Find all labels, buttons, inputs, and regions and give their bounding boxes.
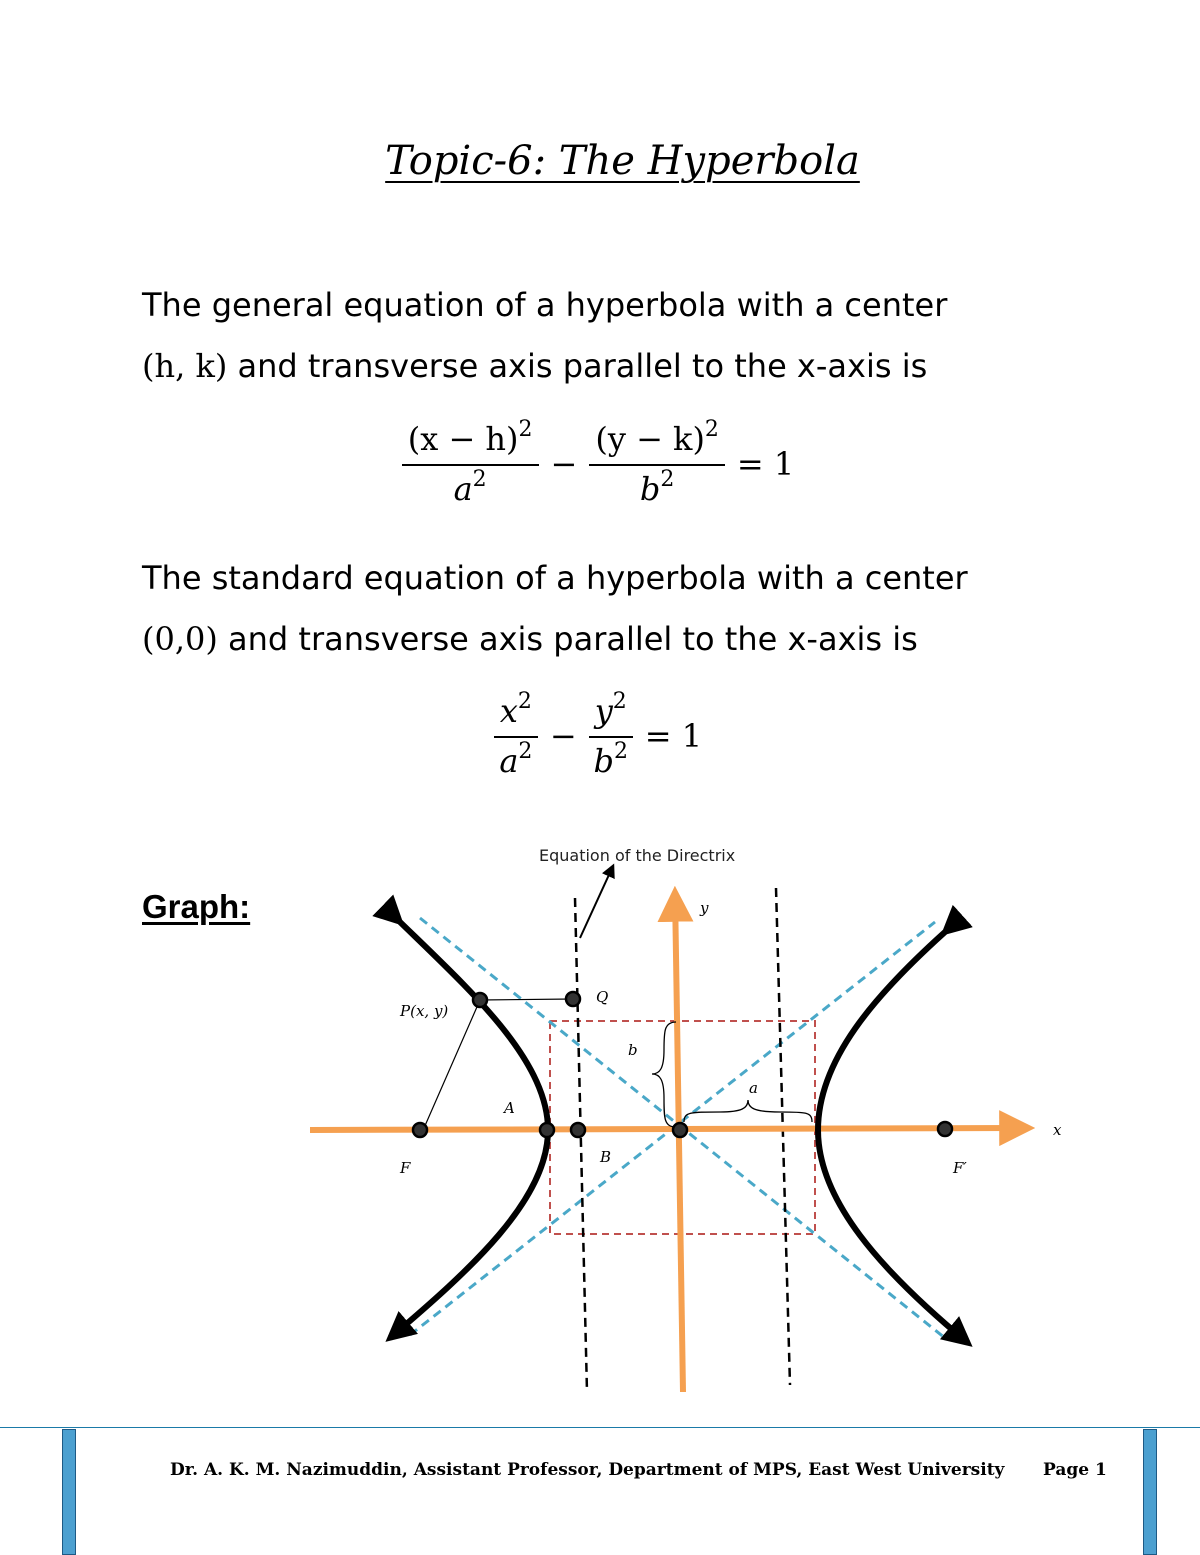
- page-title: Topic-6: The Hyperbola: [385, 138, 860, 184]
- label-F: F: [400, 1159, 411, 1177]
- footer-bar-left: [62, 1429, 76, 1555]
- standard-center: (0,0): [142, 620, 218, 658]
- general-line1: The general equation of a hyperbola with a center: [142, 286, 948, 324]
- std-eq-rhs: = 1: [644, 717, 703, 755]
- brace-b: [652, 1022, 676, 1127]
- y-axis: [675, 893, 683, 1392]
- segment-PQ: [480, 999, 573, 1000]
- point-Q: [566, 992, 580, 1006]
- label-Q: Q: [596, 988, 609, 1006]
- label-P: P(x, y): [400, 1002, 449, 1020]
- eq-minus: −: [550, 445, 578, 483]
- eq-num-y: (y − k): [595, 420, 705, 458]
- label-Fprime: F′: [953, 1159, 967, 1177]
- footer-rule: [0, 1427, 1200, 1428]
- eq-num-x: (x − h): [407, 420, 519, 458]
- standard-line2: and transverse axis parallel to the x-axis is: [228, 620, 918, 658]
- label-directrix: Equation of the Directrix: [539, 846, 736, 865]
- directrix-right: [776, 888, 790, 1385]
- point-F: [413, 1123, 427, 1137]
- graph-heading: Graph:: [142, 888, 251, 925]
- standard-line1: The standard equation of a hyperbola with a center: [142, 559, 968, 597]
- label-a: a: [749, 1079, 758, 1097]
- label-x-axis: x: [1053, 1121, 1062, 1139]
- point-P: [473, 993, 487, 1007]
- point-A: [540, 1123, 554, 1137]
- eq-rhs: = 1: [736, 445, 795, 483]
- footer-page-number: Page 1: [1043, 1460, 1107, 1480]
- label-b: b: [628, 1041, 638, 1059]
- std-den-b: b: [593, 742, 614, 780]
- label-B: B: [600, 1148, 612, 1166]
- brace-a: [684, 1100, 812, 1122]
- footer-bar-right: [1143, 1429, 1157, 1555]
- point-B: [571, 1123, 585, 1137]
- label-y-axis: y: [700, 899, 709, 917]
- std-eq-minus: −: [549, 717, 577, 755]
- std-den-a: a: [499, 742, 519, 780]
- fraction-x: $\frac{(x - h)^2}{a^2}$: [402, 420, 539, 508]
- std-num-y: y: [594, 692, 613, 730]
- point-origin: [673, 1123, 687, 1137]
- directrix-left: [575, 898, 587, 1392]
- general-center: (h, k): [142, 347, 228, 385]
- general-line2: and transverse axis parallel to the x-axis is: [237, 347, 928, 385]
- hyperbola-right-branch: [818, 932, 968, 1343]
- directrix-label-arrow: [580, 866, 613, 938]
- std-fraction-x: $\frac{x^2}{a^2}$: [494, 692, 538, 780]
- fraction-y: $\frac{(y - k)^2}{b^2}$: [589, 420, 725, 508]
- std-num-x: x: [499, 692, 518, 730]
- eq-den-b: b: [639, 470, 661, 508]
- label-A: A: [504, 1099, 515, 1117]
- eq-den-a: a: [453, 470, 473, 508]
- point-Fprime: [938, 1122, 952, 1136]
- std-fraction-y: $\frac{y^2}{b^2}$: [589, 692, 633, 780]
- footer-author: Dr. A. K. M. Nazimuddin, Assistant Professor, Department of MPS, East West University: [170, 1460, 1005, 1480]
